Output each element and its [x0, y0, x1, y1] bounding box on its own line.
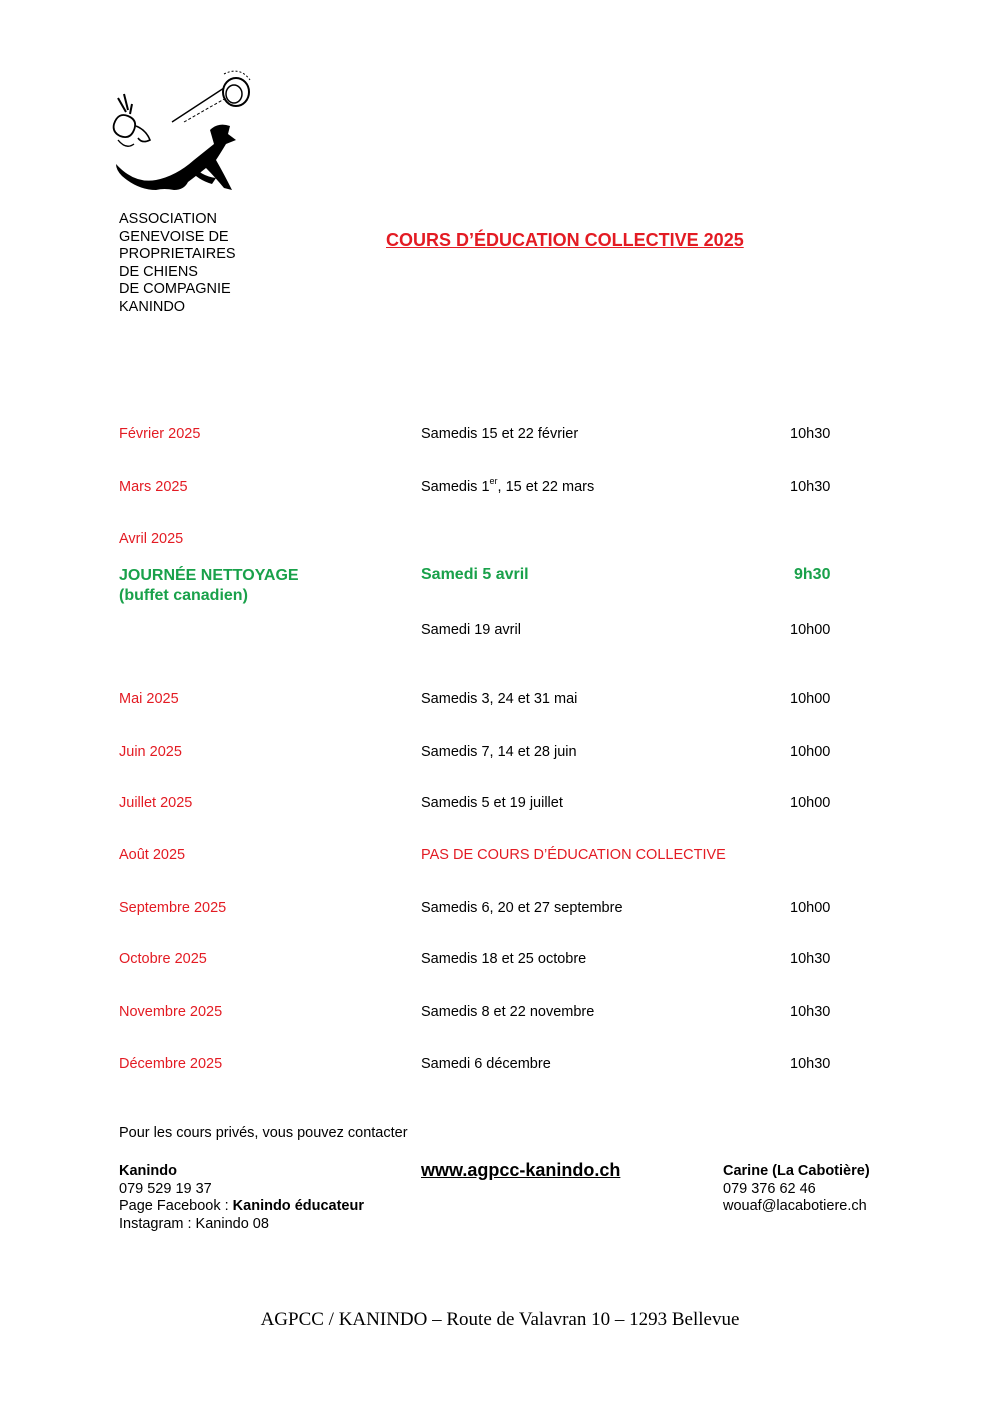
- dates-suffix: , 15 et 22 mars: [497, 479, 595, 495]
- organization-line: GENEVOISE DE: [119, 228, 229, 245]
- contact-kanindo: [119, 1163, 364, 1234]
- dates-text: Samedis 15 et 22 février: [421, 426, 579, 442]
- time-text: 10h30: [790, 479, 831, 495]
- month-label: Mai 2025: [119, 691, 179, 707]
- month-label: Février 2025: [119, 426, 201, 442]
- organization-line: DE COMPAGNIE: [119, 281, 231, 298]
- contact-facebook: [119, 1198, 364, 1216]
- month-label: Novembre 2025: [119, 1004, 223, 1020]
- organization-line: DE CHIENS: [119, 263, 198, 280]
- kanindo-dog-logo-icon: [104, 64, 254, 200]
- contact-phone: 079 529 19 37: [119, 1180, 212, 1197]
- time-text: 10h30: [790, 426, 831, 442]
- time-text: 10h00: [790, 744, 831, 760]
- dates-text: Samedi 19 avril: [421, 622, 521, 638]
- month-label: Juin 2025: [119, 744, 182, 760]
- contact-name: Carine (La Cabotière): [723, 1163, 870, 1179]
- no-course-notice: PAS DE COURS D’ÉDUCATION COLLECTIVE: [421, 847, 726, 863]
- contact-name: Kanindo: [119, 1163, 177, 1179]
- time-text: 10h30: [790, 1004, 831, 1020]
- footer-address: AGPCC / KANINDO – Route de Valavran 10 – 1293 Bellevue: [260, 1309, 740, 1330]
- dates-text: Samedis 18 et 25 octobre: [421, 951, 587, 967]
- month-label: Décembre 2025: [119, 1056, 223, 1072]
- dates-text: Samedis 8 et 22 novembre: [421, 1004, 595, 1020]
- time-text: 10h00: [790, 900, 831, 916]
- organization-name: [119, 211, 236, 317]
- time-text: 9h30: [794, 566, 831, 583]
- facebook-label: Page Facebook :: [119, 1198, 233, 1215]
- month-label: Septembre 2025: [119, 900, 227, 916]
- event-line: JOURNÉE NETTOYAGE: [119, 567, 299, 584]
- contact-instagram: Instagram : Kanindo 08: [119, 1216, 269, 1233]
- dates-text: Samedis 6, 20 et 27 septembre: [421, 900, 623, 916]
- month-label: Juillet 2025: [119, 795, 193, 811]
- time-text: 10h30: [790, 1056, 831, 1072]
- dates-text: Samedis 5 et 19 juillet: [421, 795, 563, 811]
- contact-email[interactable]: wouaf@lacabotiere.ch: [723, 1198, 867, 1215]
- dates-superscript: er: [489, 476, 498, 487]
- organization-line: PROPRIETAIRES: [119, 246, 236, 263]
- dates-text: Samedis 3, 24 et 31 mai: [421, 691, 578, 707]
- dates-text: Samedi 5 avril: [421, 566, 529, 583]
- time-text: 10h00: [790, 691, 831, 707]
- month-label: Mars 2025: [119, 479, 188, 495]
- month-label: Avril 2025: [119, 531, 184, 547]
- organization-line: ASSOCIATION: [119, 211, 218, 227]
- contact-phone: 079 376 62 46: [723, 1180, 816, 1197]
- dates-text: Samedis 7, 14 et 28 juin: [421, 744, 577, 760]
- event-line: (buffet canadien): [119, 586, 248, 604]
- contact-intro: Pour les cours privés, vous pouvez contacter: [119, 1125, 408, 1141]
- time-text: 10h00: [790, 622, 831, 638]
- event-label: [119, 566, 299, 605]
- page-title: COURS D’ÉDUCATION COLLECTIVE 2025: [386, 230, 744, 250]
- organization-line: KANINDO: [119, 298, 186, 315]
- time-text: 10h30: [790, 951, 831, 967]
- month-label: Août 2025: [119, 847, 186, 863]
- contact-carine: [723, 1163, 870, 1216]
- time-text: 10h00: [790, 795, 831, 811]
- website-link[interactable]: www.agpcc-kanindo.ch: [421, 1160, 621, 1180]
- month-label: Octobre 2025: [119, 951, 207, 967]
- dates-prefix: Samedis 1: [421, 479, 490, 495]
- dates-text: [421, 476, 595, 495]
- dates-text: Samedi 6 décembre: [421, 1056, 551, 1072]
- facebook-page-name: Kanindo éducateur: [232, 1198, 364, 1215]
